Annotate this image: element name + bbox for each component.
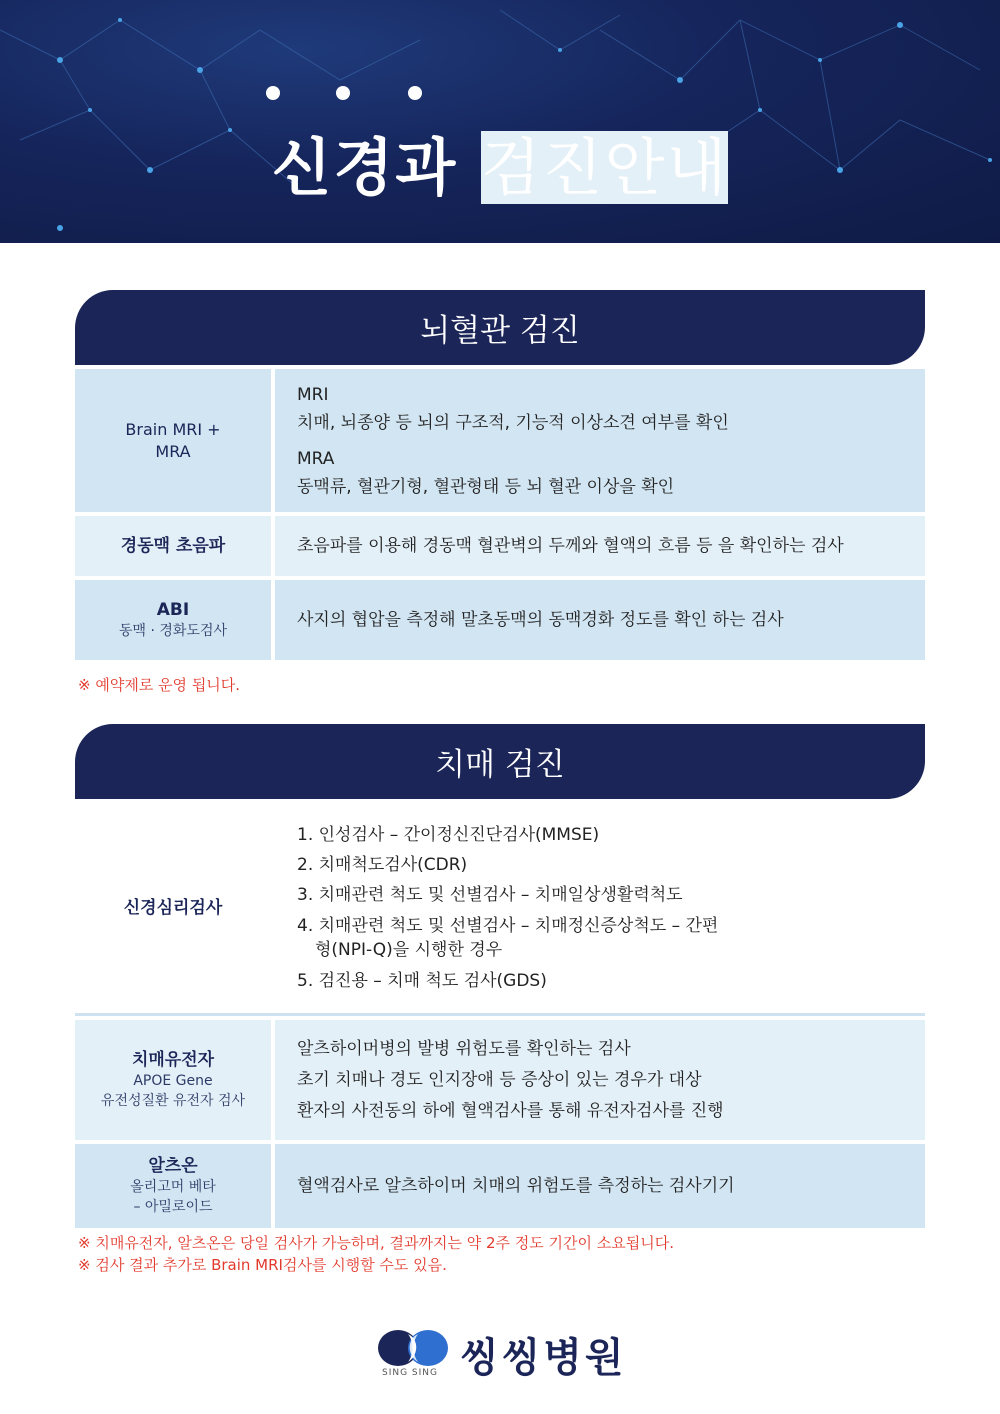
title-dots-decoration [0,86,1000,106]
row-content-mri [275,369,925,512]
label-sub: 동맥 · 경화도검사 [118,623,228,639]
table-row [75,580,925,660]
note-dementia-1: ※ 치매유전자, 알츠온은 당일 검사가 가능하며, 결과까지는 약 2주 정도 기간이 소요됩니다. [78,1234,675,1252]
label-main: 신경심리검사 [123,898,223,918]
row-line: 알츠하이머병의 발병 위험도를 확인하는 검사 [297,1038,631,1059]
list-item: 4. 치매관련 척도 및 선별검사 – 치매정신증상척도 – 간편 [297,916,719,936]
dementia-table [75,803,925,1232]
brain-table [75,369,925,664]
table-row [75,803,925,1016]
page-title-light: 검진안내 [480,131,729,204]
hospital-logo [378,1326,628,1382]
mri-desc: 치매, 뇌종양 등 뇌의 구조적, 기능적 이상소견 여부를 확인 [297,412,729,433]
row-line: 환자의 사전동의 하에 혈액검사를 통해 유전자검사를 진행 [297,1100,724,1121]
section-header-brain [75,290,925,365]
mra-desc: 동맥류, 혈관기형, 혈관형태 등 뇌 혈관 이상을 확인 [297,476,675,497]
label-sub: – 아밀로이드 [133,1199,213,1215]
logo-english: SING SING [382,1368,439,1378]
hero-banner [0,0,1000,243]
row-label-neuro [75,803,271,1013]
row-label-gene [75,1020,271,1140]
row-label-carotid [75,516,271,576]
section-title-brain: 뇌혈관 검진 [420,313,580,349]
list-item: 3. 치매관련 척도 및 선별검사 – 치매일상생활력척도 [297,885,683,905]
table-row [75,516,925,576]
label-main: 치매유전자 [131,1050,215,1070]
section-title-dementia: 치매 검진 [435,747,565,783]
label-sub: 유전성질환 유전자 검사 [100,1093,246,1109]
row-content-neuro [275,803,925,1013]
mri-title: MRI [297,384,329,405]
row-line: 초기 치매나 경도 인지장애 등 증상이 있는 경우가 대상 [297,1069,702,1090]
row-desc: 초음파를 이용해 경동맥 혈관벽의 두께와 혈액의 흐름 등 을 확인하는 검사 [297,536,844,556]
label-main: 알츠온 [148,1156,198,1176]
row-label-mri [75,369,271,512]
table-row [75,1020,925,1140]
list-item: 5. 검진용 – 치매 척도 검사(GDS) [297,971,547,991]
page-title-bold: 신경과 [271,131,458,204]
row-label-alzon [75,1144,271,1228]
row-label-abi [75,580,271,660]
list-item: 1. 인성검사 – 간이정신진단검사(MMSE) [297,825,600,845]
row-content-carotid [275,516,925,576]
row-desc: 혈액검사로 알츠하이머 치매의 위험도를 측정하는 검사기기 [297,1176,735,1196]
list-item: 2. 치매척도검사(CDR) [297,855,468,875]
logo-mark-icon [378,1328,448,1368]
label-main: ABI [156,600,190,620]
label-sub: 올리고머 베타 [130,1179,216,1195]
row-content-gene [275,1020,925,1140]
label-line: Brain MRI + [125,419,221,439]
note-dementia-2: ※ 검사 결과 추가로 Brain MRI검사를 시행할 수도 있음. [78,1256,447,1274]
mra-title: MRA [297,448,335,469]
label-line: MRA [155,441,191,461]
section-header-dementia [75,724,925,799]
label-main: 경동맥 초음파 [120,536,226,556]
page-title [0,118,1000,207]
list-item: 형(NPI-Q)을 시행한 경우 [315,940,503,960]
row-content-alzon [275,1144,925,1228]
label-sub: APOE Gene [133,1073,213,1089]
table-row [75,369,925,512]
logo-name: 씽씽병원 [460,1335,627,1381]
row-desc: 사지의 협압을 측정해 말초동맥의 동맥경화 정도를 확인 하는 검사 [297,610,784,630]
row-content-abi [275,580,925,660]
note-reservation: ※ 예약제로 운영 됩니다. [78,676,241,694]
table-row [75,1144,925,1228]
